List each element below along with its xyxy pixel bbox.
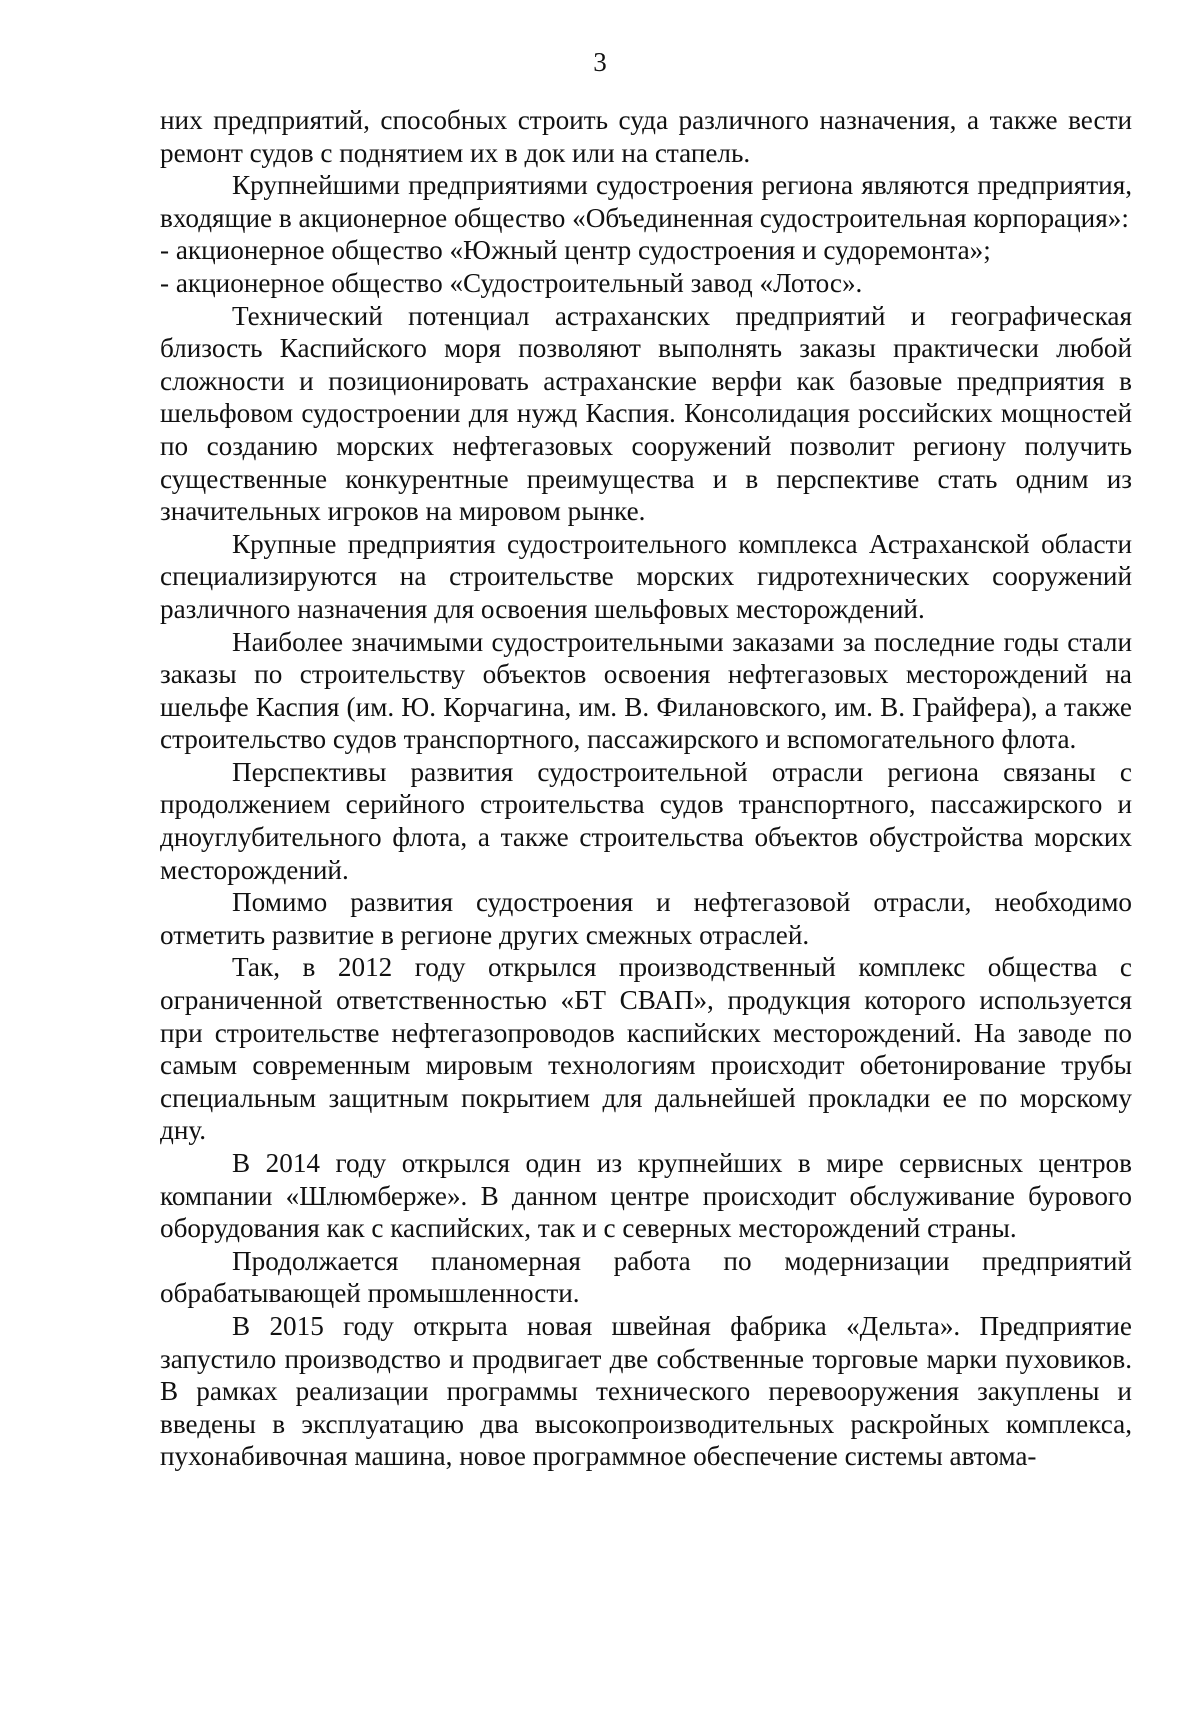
paragraph-large-enterprises: Крупные предприятия судостроительного комплекса Астраханской области специализируются на строительстве морских гидротехнических сооружений различного назначения для освоения шельфовых месторождений. bbox=[160, 528, 1132, 624]
paragraph-schlumberger: В 2014 году открылся один из крупнейших в мире сервисных центров компании «Шлюмберже». В данном центре происходит обслуживание бурового оборудования как с каспийских, так и с северных месторождений страны. bbox=[160, 1148, 1132, 1244]
paragraph-technical-potential: Технический потенциал астраханских предприятий и географическая близость Каспийского моря позволяют выполнять заказы практически любой сложности и позиционировать астраханские верфи как базовые предприятия в шельфовом судостроении для нужд Каспия. Консолидация российских мощностей по созданию морских нефтегазовых сооружений позволит региону получить существенные конкурентные преимущества и в перспективе стать одним из значительных игроков на мировом рынке. bbox=[160, 300, 1132, 527]
paragraph-prospects: Перспективы развития судостроительной отрасли региона связаны с продолжением серийного строительства судов транспортного, пассажирского и дноуглубительного флота, а также строительства объектов обустройства морских месторождений. bbox=[160, 756, 1132, 885]
page-number: 3 bbox=[593, 47, 607, 77]
list-item-south-center: - акционерное общество «Южный центр судостроения и судоремонта»; bbox=[160, 235, 991, 266]
document-body bbox=[160, 104, 1132, 1473]
paragraph-modernization: Продолжается планомерная работа по модернизации предприятий обрабатывающей промышленности. bbox=[160, 1245, 1132, 1309]
paragraph-bt-svap: Так, в 2012 году открылся производственный комплекс общества с ограниченной ответственностью «БТ СВАП», продукция которого используется при строительстве нефтегазопроводов каспийских месторождений. На заводе по самым современным мировым технологиям происходит обетонирование трубы специальным защитным покрытием для дальнейшей прокладки ее по морскому дну. bbox=[160, 952, 1132, 1146]
paragraph-delta-factory: В 2015 году открыта новая швейная фабрика «Дельта». Предприятие запустило производство и продвигает две собственные торговые марки пуховиков. В рамках реализации программы технического перевооружения закуплены и введены в эксплуатацию два высокопроизводительных раскройных комплекса, пухонабивочная машина, новое программное обеспечение системы автома- bbox=[160, 1310, 1132, 1472]
paragraph-continuation: них предприятий, способных строить суда различного назначения, а также вести ремонт судов с поднятием их в док или на стапель. bbox=[160, 105, 1132, 168]
paragraph-related-industries: Помимо развития судостроения и нефтегазовой отрасли, необходимо отметить развитие в регионе других смежных отраслей. bbox=[160, 887, 1132, 950]
paragraph-significant-orders: Наиболее значимыми судостроительными заказами за последние годы стали заказы по строительству объектов освоения нефтегазовых месторождений на шельфе Каспия (им. Ю. Корчагина, им. В. Филановского, им. В. Грайфера), а также строительство судов транспортного, пассажирского и вспомогательного флота. bbox=[160, 626, 1132, 755]
list-item-lotos: - акционерное общество «Судостроительный завод «Лотос». bbox=[160, 267, 863, 298]
paragraph-largest-enterprises: Крупнейшими предприятиями судостроения региона являются предприятия, входящие в акционерное общество «Объединенная судостроительная корпорация»: bbox=[160, 170, 1132, 233]
